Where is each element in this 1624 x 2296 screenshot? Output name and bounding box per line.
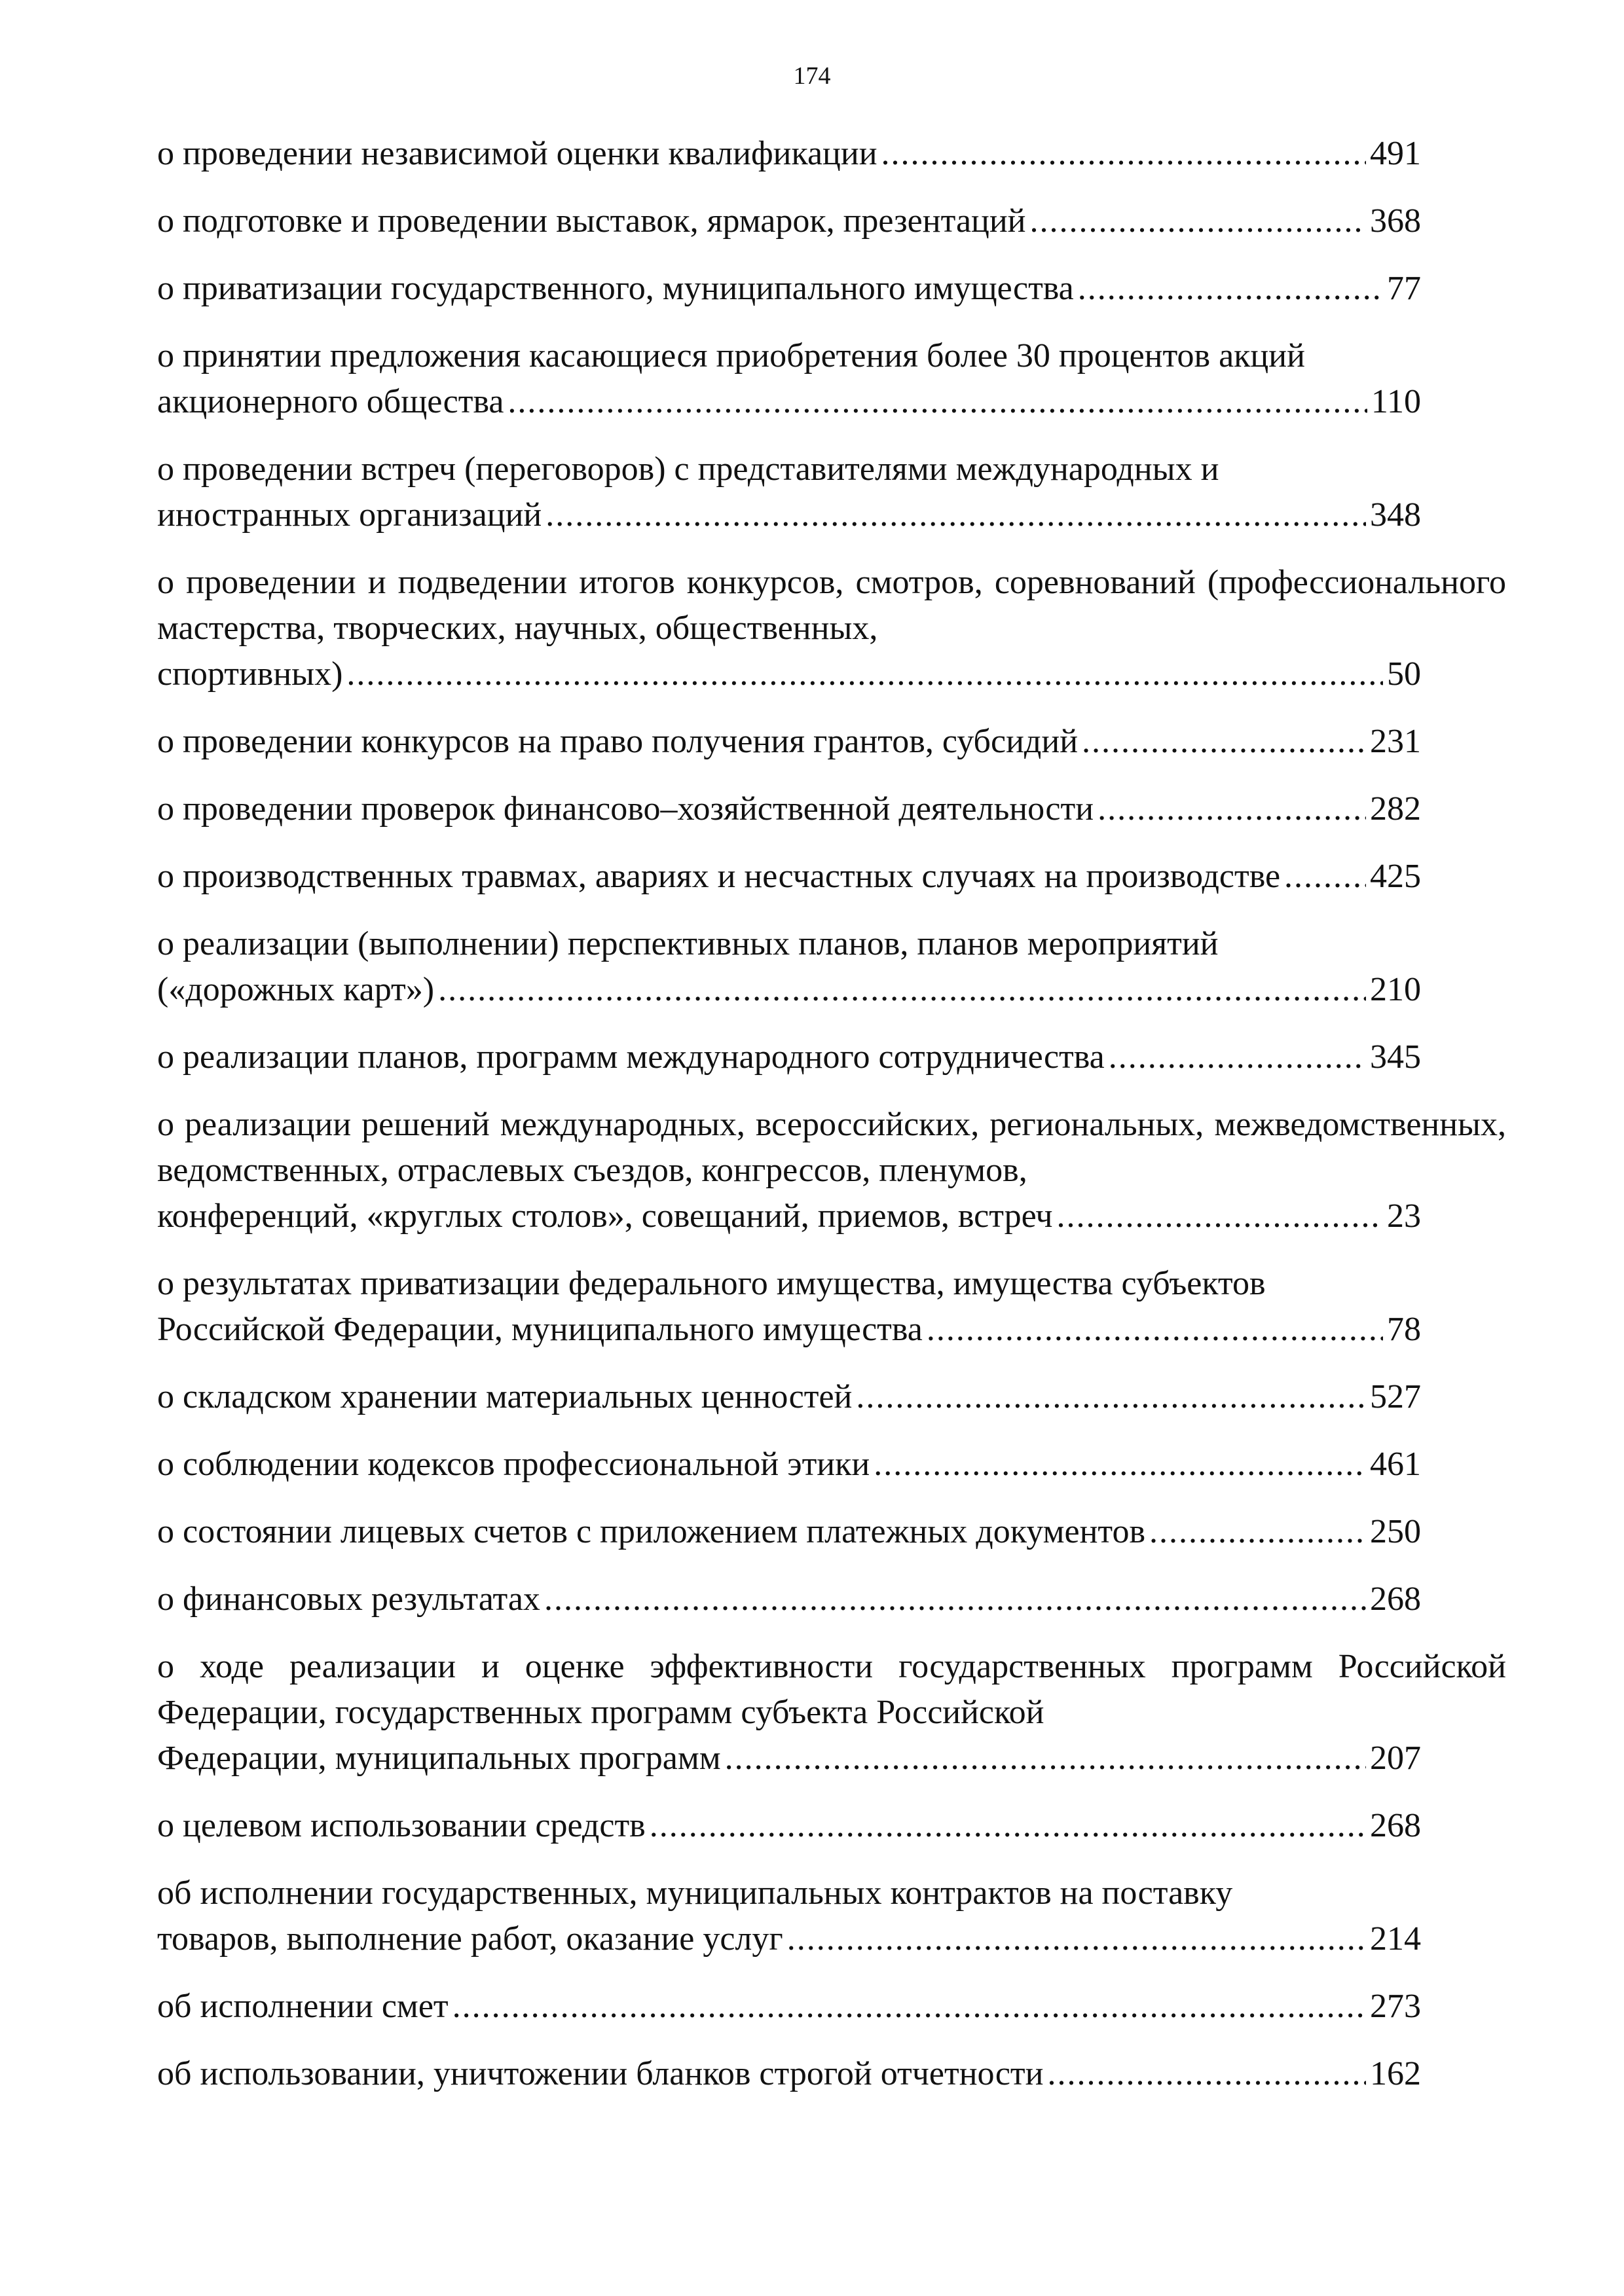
entry-page-number: 425 [1370, 858, 1421, 895]
index-entry [157, 266, 1506, 312]
entry-page-number: 273 [1370, 1988, 1421, 2025]
index-entry [157, 1034, 1506, 1080]
entry-last-line [157, 1916, 1421, 1962]
entry-last-line [157, 492, 1421, 538]
index-entry [157, 1984, 1506, 2030]
entry-last-line [157, 1736, 1421, 1781]
entry-page-number: 210 [1370, 971, 1421, 1008]
index-entry [157, 131, 1506, 177]
entry-text: акционерного общества [157, 383, 504, 420]
index-entry [157, 1442, 1506, 1487]
entry-page-number: 282 [1370, 790, 1421, 828]
entry-page-number: 77 [1387, 270, 1421, 307]
entry-text: конференций, «круглых столов», совещаний, приемов, встреч [157, 1197, 1053, 1235]
dot-leader [927, 1307, 1383, 1353]
dot-leader [507, 379, 1367, 425]
dot-leader [346, 651, 1383, 697]
dot-leader [1149, 1509, 1366, 1555]
entry-text: об использовании, уничтожении бланков строгой отчетности [157, 2055, 1044, 2092]
entry-page-number: 345 [1370, 1038, 1421, 1076]
entry-page-number: 23 [1387, 1197, 1421, 1235]
index-entry [157, 719, 1506, 765]
dot-leader [1078, 266, 1383, 312]
page-number: 174 [793, 62, 831, 90]
dot-leader [1057, 1194, 1383, 1239]
entry-text: о приватизации государственного, муниципального имущества [157, 270, 1074, 307]
entry-text: иностранных организаций [157, 496, 542, 534]
dot-leader [1030, 198, 1366, 244]
entry-last-line [157, 1576, 1421, 1622]
entry-text-lines: о принятии предложения касающиеся приобретения более 30 процентов акций [157, 337, 1305, 374]
index-entry [157, 921, 1506, 1013]
dot-leader [452, 1984, 1366, 2030]
index-entry [157, 560, 1506, 697]
index-entry [157, 1509, 1506, 1555]
entry-text: Российской Федерации, муниципального имущества [157, 1311, 923, 1348]
entry-text: о соблюдении кодексов профессиональной этики [157, 1446, 870, 1483]
entry-page-number: 491 [1370, 135, 1421, 172]
entry-page-number: 250 [1370, 1513, 1421, 1550]
entry-page-number: 110 [1371, 383, 1421, 420]
entry-last-line [157, 786, 1421, 832]
entry-page-number: 368 [1370, 202, 1421, 240]
entry-text: о реализации планов, программ международного сотрудничества [157, 1038, 1105, 1076]
dot-leader [725, 1736, 1366, 1781]
entry-last-line [157, 1803, 1421, 1849]
entry-last-line [157, 1374, 1421, 1420]
entry-text: («дорожных карт») [157, 971, 435, 1008]
entry-text-lines: об исполнении государственных, муниципальных контрактов на поставку [157, 1874, 1233, 1912]
entry-page-number: 461 [1370, 1446, 1421, 1483]
entry-text: об исполнении смет [157, 1988, 449, 2025]
entry-last-line [157, 1984, 1421, 2030]
index-list [157, 131, 1506, 2119]
entry-page-number: 207 [1370, 1740, 1421, 1777]
entry-page-number: 214 [1370, 1920, 1421, 1958]
dot-leader [545, 492, 1366, 538]
dot-leader [874, 1442, 1366, 1487]
entry-text-lines: о результатах приватизации федерального имущества, имущества субъектов [157, 1265, 1266, 1302]
entry-last-line [157, 379, 1421, 425]
dot-leader [1047, 2051, 1366, 2097]
index-entry [157, 198, 1506, 244]
entry-last-line [157, 719, 1421, 765]
entry-text: Федерации, муниципальных программ [157, 1740, 721, 1777]
entry-last-line [157, 198, 1421, 244]
dot-leader [1284, 854, 1366, 900]
entry-text: о финансовых результатах [157, 1580, 540, 1618]
dot-leader [1098, 786, 1366, 832]
index-entry [157, 1576, 1506, 1622]
entry-text-lines: о проведении и подведении итогов конкурсов, смотров, соревнований (профессионального мастерства, творческих, научных, общественных, [157, 564, 1506, 647]
entry-text: о целевом использовании средств [157, 1807, 646, 1844]
entry-last-line [157, 1509, 1421, 1555]
entry-page-number: 78 [1387, 1311, 1421, 1348]
entry-text-lines: о реализации решений международных, всероссийских, региональных, межведомственных, ведомственных, отраслевых съездов, конгрессов, пленумов, [157, 1106, 1506, 1189]
entry-page-number: 50 [1387, 655, 1421, 693]
entry-last-line [157, 1194, 1421, 1239]
entry-text-lines: о проведении встреч (переговоров) с представителями международных и [157, 450, 1219, 488]
entry-text: о проведении проверок финансово–хозяйственной деятельности [157, 790, 1094, 828]
entry-text: о производственных травмах, авариях и несчастных случаях на производстве [157, 858, 1281, 895]
entry-last-line [157, 854, 1421, 900]
entry-text-lines: о реализации (выполнении) перспективных планов, планов мероприятий [157, 925, 1219, 962]
entry-page-number: 348 [1370, 496, 1421, 534]
dot-leader [1109, 1034, 1366, 1080]
dot-leader [1082, 719, 1366, 765]
index-entry [157, 854, 1506, 900]
entry-last-line [157, 131, 1421, 177]
entry-last-line [157, 266, 1421, 312]
index-entry [157, 333, 1506, 425]
entry-page-number: 268 [1370, 1807, 1421, 1844]
entry-text: о проведении независимой оценки квалификации [157, 135, 877, 172]
entry-text-lines: о ходе реализации и оценке эффективности государственных программ Российской Федерации, государственных программ субъекта Российской [157, 1648, 1506, 1731]
entry-last-line [157, 1442, 1421, 1487]
index-entry [157, 786, 1506, 832]
index-entry [157, 2051, 1506, 2097]
dot-leader [650, 1803, 1366, 1849]
entry-text: о проведении конкурсов на право получения грантов, субсидий [157, 723, 1079, 760]
index-entry [157, 1644, 1506, 1781]
entry-last-line [157, 967, 1421, 1013]
index-entry [157, 1803, 1506, 1849]
index-entry [157, 1870, 1506, 1962]
entry-last-line [157, 1307, 1421, 1353]
entry-text: о состоянии лицевых счетов с приложением платежных документов [157, 1513, 1146, 1550]
entry-last-line [157, 1034, 1421, 1080]
entry-page-number: 162 [1370, 2055, 1421, 2092]
entry-text: спортивных) [157, 655, 343, 693]
index-entry [157, 446, 1506, 538]
index-entry [157, 1261, 1506, 1353]
index-entry [157, 1102, 1506, 1239]
dot-leader [544, 1576, 1366, 1622]
entry-text: о подготовке и проведении выставок, ярмарок, презентаций [157, 202, 1026, 240]
entry-page-number: 231 [1370, 723, 1421, 760]
dot-leader [787, 1916, 1366, 1962]
entry-text: товаров, выполнение работ, оказание услуг [157, 1920, 783, 1958]
dot-leader [881, 131, 1366, 177]
entry-page-number: 268 [1370, 1580, 1421, 1618]
entry-page-number: 527 [1370, 1378, 1421, 1415]
index-entry [157, 1374, 1506, 1420]
dot-leader [856, 1374, 1366, 1420]
entry-last-line [157, 2051, 1421, 2097]
entry-last-line [157, 651, 1421, 697]
dot-leader [438, 967, 1366, 1013]
entry-text: о складском хранении материальных ценностей [157, 1378, 853, 1415]
